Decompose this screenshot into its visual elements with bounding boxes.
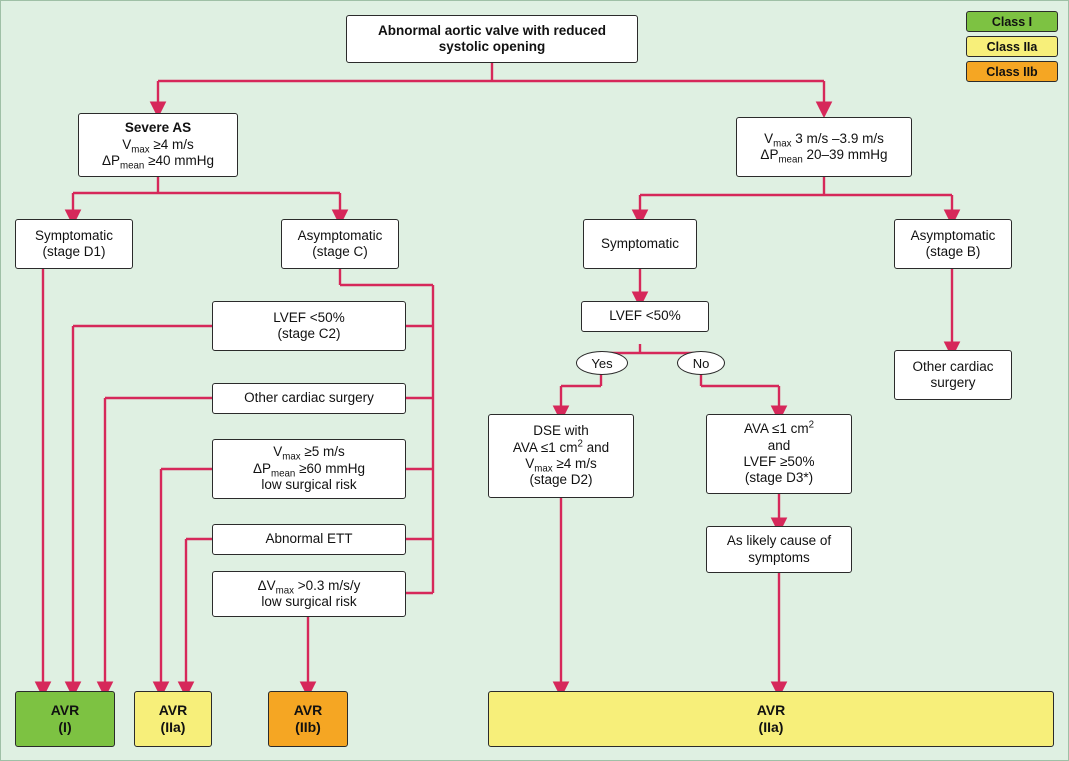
legend-item-class-iib <box>966 61 1058 82</box>
vmax5-line1: $V_{max} \ge 5$ m/s <box>273 444 345 463</box>
node-symptomatic-right <box>583 219 697 269</box>
avr-i-line1: AVR <box>50 702 80 719</box>
sub-max: max <box>275 585 294 597</box>
outcome-avr-class-i <box>15 691 115 747</box>
asym-c-line2: (stage C) <box>312 244 368 259</box>
avr-iia-left-line2: (IIa) <box>160 719 186 735</box>
sym-d1-line2: (stage D1) <box>42 244 106 259</box>
avr-iia-right-line1: AVR <box>756 702 786 719</box>
node-delta-vmax <box>212 571 406 617</box>
root-line1: Abnormal aortic valve with reduced <box>377 22 607 38</box>
yes-label: Yes <box>591 355 613 371</box>
sym-d1-line1: Symptomatic <box>34 227 114 243</box>
vmax5-line2: $\Delta P_{mean} \ge 60$ mmHg <box>252 460 366 480</box>
outcome-avr-class-iib <box>268 691 348 747</box>
asym-b-line2: (stage B) <box>925 244 981 259</box>
dvmax-line1: $\Delta V_{max} >0.3$ m/s/y <box>257 577 361 597</box>
ocs-left-label: Other cardiac surgery <box>244 390 374 406</box>
legend-label: Class IIa <box>986 39 1038 54</box>
dse-line3: $V_{max} \ge 4$ m/s <box>525 456 597 475</box>
legend-item-class-i <box>966 11 1058 32</box>
avr-i-line2: (I) <box>58 719 72 735</box>
severe-as-dpmean: $\Delta P_{mean} \ge 40$ mmHg <box>101 153 215 172</box>
outcome-avr-class-iia-left <box>134 691 212 747</box>
node-asymptomatic-c <box>281 219 399 269</box>
node-asymptomatic-b <box>894 219 1012 269</box>
node-dse <box>488 414 634 498</box>
avr-iia-right-line2: (IIa) <box>758 719 784 735</box>
severe-as-vmax: $V_{max} \ge 4$ m/s <box>122 136 194 156</box>
ocs-right-line1: Other cardiac <box>912 358 994 374</box>
as-likely-line2: symptoms <box>748 549 810 565</box>
sub-max: max <box>773 138 792 150</box>
dse-line1: DSE with <box>533 423 589 439</box>
node-ava <box>706 414 852 494</box>
lvef-c2-line2: (stage C2) <box>277 326 341 341</box>
node-lvef-right <box>581 301 709 332</box>
legend-label: Class IIb <box>986 64 1038 79</box>
ava-line1: AVA ≤1 $cm^2$ <box>743 419 815 437</box>
legend-label: Class I <box>991 14 1033 29</box>
asym-c-line1: Asymptomatic <box>297 227 383 243</box>
sup-2: 2 <box>577 438 583 450</box>
avr-iib-line2: (IIb) <box>295 719 321 735</box>
sub-mean: mean <box>778 154 803 166</box>
sub-max: max <box>282 451 301 463</box>
node-as-likely-cause <box>706 526 852 573</box>
avr-iia-left-line1: AVR <box>158 702 188 719</box>
node-other-cardiac-surgery-left <box>212 383 406 414</box>
node-abnormal-ett <box>212 524 406 555</box>
node-vmax-5 <box>212 439 406 499</box>
avr-iib-line1: AVR <box>293 702 323 719</box>
outcome-avr-class-iia-right <box>488 691 1054 747</box>
ava-line3: LVEF ≥50% <box>743 454 815 469</box>
node-severe-as <box>78 113 238 177</box>
dse-line2: AVA ≤1 $cm^2$ and <box>512 438 610 455</box>
sup-2: 2 <box>808 419 815 431</box>
legend-item-class-iia <box>966 36 1058 57</box>
as-likely-line1: As likely cause of <box>726 533 832 549</box>
ocs-right-line2: surgery <box>930 375 976 390</box>
moderate-vmax: $V_{max}$ 3 m/s –3.9 m/s <box>764 130 884 150</box>
lvef-c2-line1: LVEF <50% <box>273 309 345 325</box>
node-moderate-gradient <box>736 117 912 177</box>
root-line2: systolic opening <box>438 39 546 54</box>
abnormal-ett-label: Abnormal ETT <box>265 531 353 547</box>
sub-max: max <box>534 463 553 475</box>
no-label: No <box>692 355 710 371</box>
sub-mean: mean <box>271 468 296 480</box>
ava-line2: and <box>767 437 791 453</box>
node-lvef-c2 <box>212 301 406 351</box>
severe-as-title: Severe AS <box>124 120 192 136</box>
asym-b-line1: Asymptomatic <box>910 227 996 243</box>
vmax5-line3: low surgical risk <box>261 477 357 493</box>
dvmax-line2: low surgical risk <box>261 594 357 609</box>
sub-max: max <box>131 144 150 156</box>
dse-line4: (stage D2) <box>529 472 593 488</box>
ava-line4: (stage D3*) <box>744 470 814 486</box>
lvef-right-label: LVEF <50% <box>609 308 681 324</box>
node-symptomatic-d1 <box>15 219 133 269</box>
node-yes <box>576 351 628 375</box>
sub-mean: mean <box>120 160 145 172</box>
node-root <box>346 15 638 63</box>
node-other-cardiac-surgery-right <box>894 350 1012 400</box>
node-no <box>677 351 725 375</box>
legend <box>966 11 1058 82</box>
symptomatic-right-label: Symptomatic <box>600 235 680 251</box>
moderate-dpmean: $\Delta P_{mean}$ 20–39 mmHg <box>760 147 888 166</box>
